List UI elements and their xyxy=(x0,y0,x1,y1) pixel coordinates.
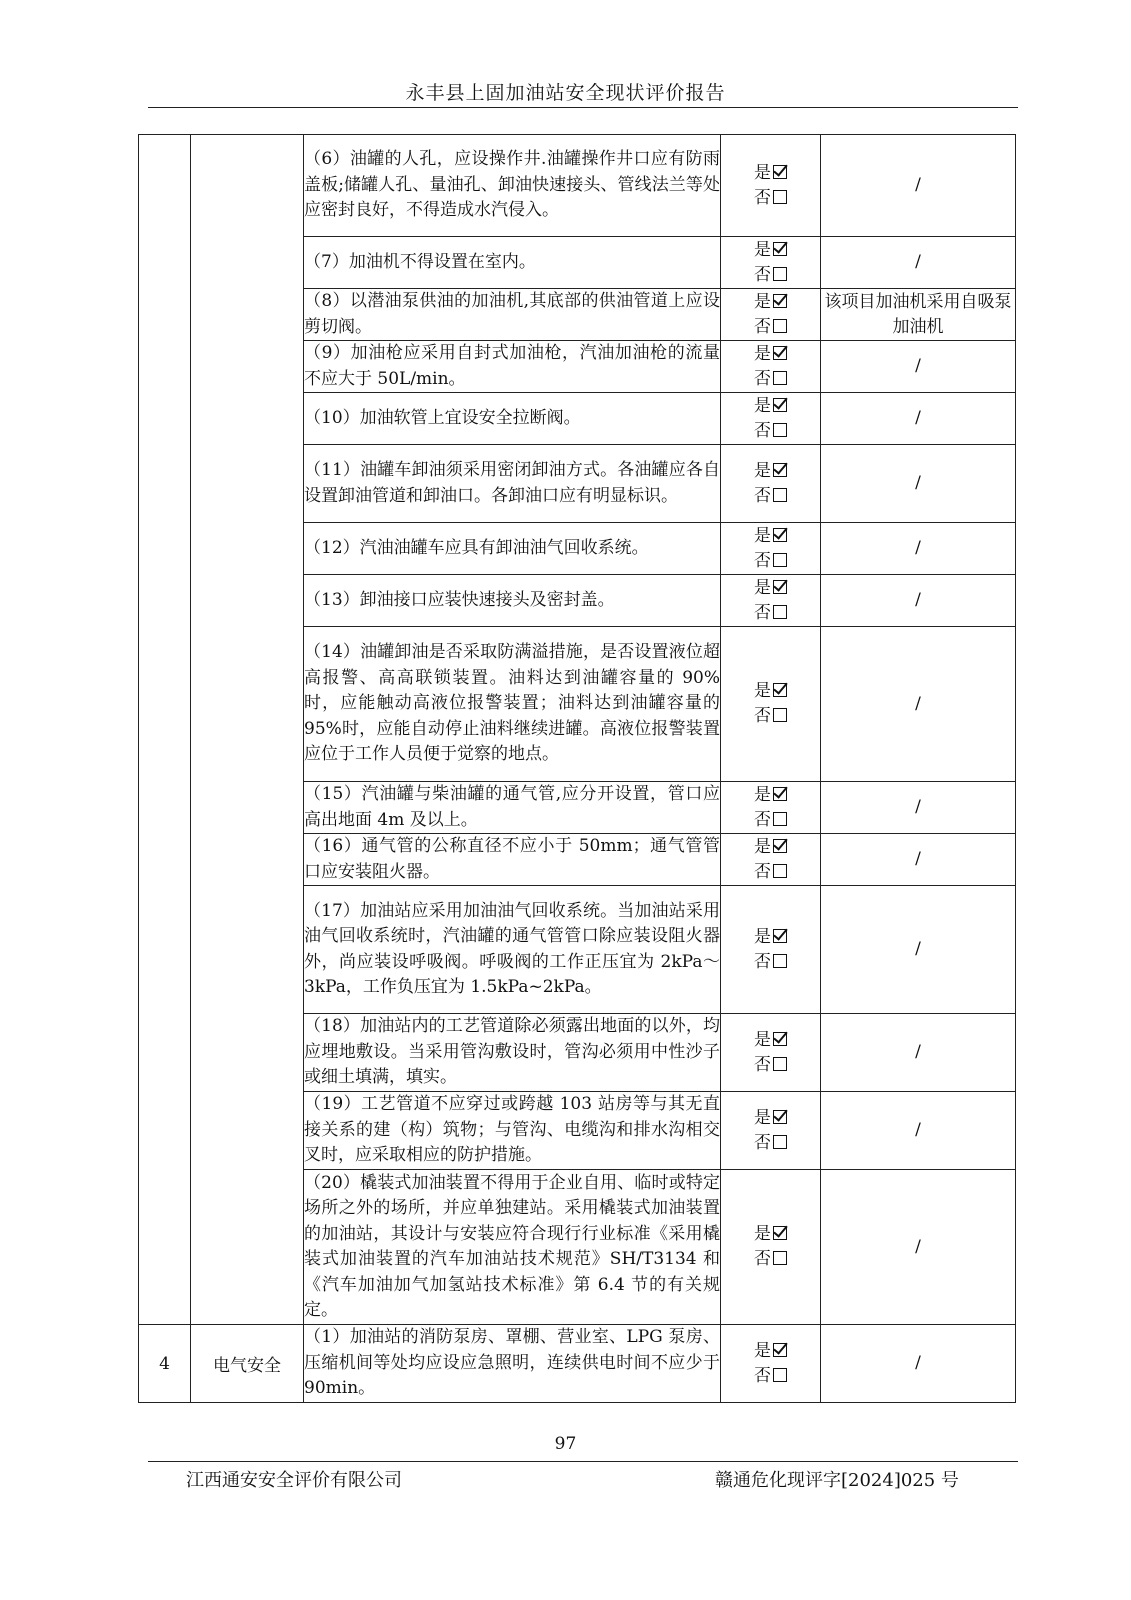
yes-no-cell xyxy=(721,834,821,886)
option-no xyxy=(721,263,820,288)
empty-box-icon xyxy=(773,1135,787,1149)
footer-rule xyxy=(148,1461,1018,1462)
option-yes xyxy=(721,1339,820,1364)
empty-box-icon xyxy=(773,423,787,437)
checked-box-icon xyxy=(773,839,787,853)
option-yes xyxy=(721,290,820,315)
option-yes-label: 是 xyxy=(754,577,771,598)
remark-cell: / xyxy=(821,1325,1016,1403)
option-no-label: 否 xyxy=(754,1054,771,1075)
yes-no-cell xyxy=(721,289,821,341)
option-no xyxy=(721,484,820,509)
empty-box-icon xyxy=(773,553,787,567)
option-no-label: 否 xyxy=(754,485,771,506)
option-no xyxy=(721,419,820,444)
section-number-cell xyxy=(139,135,191,1325)
requirement-text: （18）加油站内的工艺管道除必须露出地面的以外，均应埋地敷设。当采用管沟敷设时，管沟必须用中性沙子或细土填满，填实。 xyxy=(304,1014,721,1092)
yes-no-cell xyxy=(721,627,821,782)
yes-no-cell xyxy=(721,445,821,523)
checked-box-icon xyxy=(773,165,787,179)
option-no xyxy=(721,315,820,340)
requirement-text: （19）工艺管道不应穿过或跨越 103 站房等与其无直接关系的建（构）筑物；与管沟、电缆沟和排水沟相交叉时，应采取相应的防护措施。 xyxy=(304,1092,721,1170)
option-yes-label: 是 xyxy=(754,395,771,416)
requirement-text: （7）加油机不得设置在室内。 xyxy=(304,237,721,289)
table-row xyxy=(139,135,1016,237)
checked-box-icon xyxy=(773,787,787,801)
yes-no-cell xyxy=(721,782,821,834)
header-rule xyxy=(148,107,1018,108)
option-no xyxy=(721,549,820,574)
option-yes xyxy=(721,1028,820,1053)
option-yes-label: 是 xyxy=(754,836,771,857)
empty-box-icon xyxy=(773,812,787,826)
option-no-label: 否 xyxy=(754,1249,771,1269)
empty-box-icon xyxy=(773,954,787,968)
yes-no-cell xyxy=(721,1014,821,1092)
checked-box-icon xyxy=(773,398,787,412)
checked-box-icon xyxy=(773,1343,787,1357)
requirement-text: （15）汽油罐与柴油罐的通气管,应分开设置，管口应高出地面 4m 及以上。 xyxy=(304,782,721,834)
checked-box-icon xyxy=(773,683,787,697)
option-no-label: 否 xyxy=(754,602,771,623)
option-yes xyxy=(721,1106,820,1131)
checked-box-icon xyxy=(773,294,787,308)
option-yes xyxy=(721,524,820,549)
empty-box-icon xyxy=(773,1057,787,1071)
yes-no-cell xyxy=(721,135,821,237)
option-no xyxy=(721,704,820,729)
empty-box-icon xyxy=(773,864,787,878)
remark-cell: / xyxy=(821,1014,1016,1092)
yes-no-cell xyxy=(721,237,821,289)
checklist-table xyxy=(138,134,1016,1403)
option-no-label: 否 xyxy=(754,1365,771,1386)
option-no xyxy=(721,186,820,211)
empty-box-icon xyxy=(773,371,787,385)
option-yes-label: 是 xyxy=(754,784,771,805)
option-no-label: 否 xyxy=(754,187,771,208)
section-category-cell xyxy=(191,135,304,1325)
option-no xyxy=(721,367,820,392)
option-no xyxy=(721,1364,820,1389)
requirement-text: （17）加油站应采用加油油气回收系统。当加油站采用油气回收系统时，汽油罐的通气管管口除应装设阻火器外，尚应装设呼吸阀。呼吸阀的工作正压宜为 2kPa～3kPa，工作负压宜为 1.5kPa~2kPa。 xyxy=(304,886,721,1014)
option-no-label: 否 xyxy=(754,861,771,882)
empty-box-icon xyxy=(773,1251,787,1265)
remark-cell: / xyxy=(821,575,1016,627)
option-no-label: 否 xyxy=(754,951,771,972)
option-yes xyxy=(721,679,820,704)
option-yes xyxy=(721,576,820,601)
option-no xyxy=(721,1131,820,1156)
yes-no-cell xyxy=(721,1170,821,1325)
checklist-body xyxy=(139,135,1016,1403)
yes-no-cell xyxy=(721,1325,821,1403)
checked-box-icon xyxy=(773,1110,787,1124)
yes-no-cell xyxy=(721,575,821,627)
remark-cell: / xyxy=(821,523,1016,575)
option-no xyxy=(721,808,820,833)
option-yes xyxy=(721,1222,820,1247)
option-yes xyxy=(721,238,820,263)
option-no-label: 否 xyxy=(754,368,771,389)
empty-box-icon xyxy=(773,1368,787,1382)
requirement-text: （10）加油软管上宜设安全拉断阀。 xyxy=(304,393,721,445)
option-no xyxy=(721,950,820,975)
option-yes-label: 是 xyxy=(754,1029,771,1050)
yes-no-cell xyxy=(721,886,821,1014)
requirement-text: （14）油罐卸油是否采取防满溢措施，是否设置液位超高报警、高高联锁装置。油料达到油罐容量的 90%时，应能触动高液位报警装置；油料达到油罐容量的 95%时，应能自动停止油料继续进罐。高液位报警装置应位于工作人员便于觉察的地点。 xyxy=(304,627,721,782)
remark-cell: / xyxy=(821,445,1016,523)
option-yes-label: 是 xyxy=(754,162,771,183)
option-yes xyxy=(721,783,820,808)
option-no xyxy=(721,860,820,885)
option-yes-label: 是 xyxy=(754,681,771,701)
requirement-text: （11）油罐车卸油须采用密闭卸油方式。各油罐应各自设置卸油管道和卸油口。各卸油口应有明显标识。 xyxy=(304,445,721,523)
option-no-label: 否 xyxy=(754,264,771,285)
option-yes-label: 是 xyxy=(754,1107,771,1128)
checked-box-icon xyxy=(773,1032,787,1046)
remark-cell: / xyxy=(821,237,1016,289)
requirement-text: （12）汽油油罐车应具有卸油油气回收系统。 xyxy=(304,523,721,575)
requirement-text: （6）油罐的人孔，应设操作井.油罐操作井口应有防雨盖板;储罐人孔、量油孔、卸油快速接头、管线法兰等处应密封良好，不得造成水汽侵入。 xyxy=(304,135,721,237)
requirement-text: （1）加油站的消防泵房、罩棚、营业室、LPG 泵房、压缩机间等处均应设应急照明，连续供电时间不应少于 90min。 xyxy=(304,1325,721,1403)
option-yes xyxy=(721,342,820,367)
option-yes xyxy=(721,161,820,186)
remark-cell: 该项目加油机采用自吸泵加油机 xyxy=(821,289,1016,341)
empty-box-icon xyxy=(773,708,787,722)
checked-box-icon xyxy=(773,463,787,477)
checked-box-icon xyxy=(773,528,787,542)
option-no-label: 否 xyxy=(754,706,771,726)
empty-box-icon xyxy=(773,190,787,204)
option-yes xyxy=(721,394,820,419)
option-yes-label: 是 xyxy=(754,343,771,364)
option-yes-label: 是 xyxy=(754,460,771,481)
checked-box-icon xyxy=(773,242,787,256)
remark-cell: / xyxy=(821,782,1016,834)
option-yes-label: 是 xyxy=(754,926,771,947)
yes-no-cell xyxy=(721,523,821,575)
empty-box-icon xyxy=(773,319,787,333)
option-yes-label: 是 xyxy=(754,1340,771,1361)
option-no xyxy=(721,1247,820,1272)
section-category: 电气安全 xyxy=(191,1325,304,1403)
option-yes xyxy=(721,459,820,484)
footer-report-code: 赣通危化现评字[2024]025 号 xyxy=(715,1470,959,1491)
option-no-label: 否 xyxy=(754,420,771,441)
option-no xyxy=(721,601,820,626)
page-header-title: 永丰县上固加油站安全现状评价报告 xyxy=(405,82,726,104)
option-yes xyxy=(721,925,820,950)
yes-no-cell xyxy=(721,1092,821,1170)
option-yes-label: 是 xyxy=(754,1224,771,1244)
requirement-text: （8）以潜油泵供油的加油机,其底部的供油管道上应设剪切阀。 xyxy=(304,289,721,341)
table-row xyxy=(139,1325,1016,1403)
checked-box-icon xyxy=(773,580,787,594)
option-yes-label: 是 xyxy=(754,291,771,312)
requirement-text: （13）卸油接口应装快速接头及密封盖。 xyxy=(304,575,721,627)
option-yes-label: 是 xyxy=(754,239,771,260)
checked-box-icon xyxy=(773,1226,787,1240)
option-yes xyxy=(721,835,820,860)
footer-company: 江西通安安全评价有限公司 xyxy=(186,1470,402,1491)
remark-cell: / xyxy=(821,1170,1016,1325)
remark-cell: / xyxy=(821,393,1016,445)
empty-box-icon xyxy=(773,605,787,619)
option-no-label: 否 xyxy=(754,809,771,830)
page-number: 97 xyxy=(554,1434,577,1454)
empty-box-icon xyxy=(773,488,787,502)
remark-cell: / xyxy=(821,886,1016,1014)
option-no xyxy=(721,1053,820,1078)
remark-cell: / xyxy=(821,1092,1016,1170)
yes-no-cell xyxy=(721,393,821,445)
option-no-label: 否 xyxy=(754,550,771,571)
remark-cell: / xyxy=(821,341,1016,393)
option-no-label: 否 xyxy=(754,316,771,337)
option-yes-label: 是 xyxy=(754,525,771,546)
requirement-text: （20）橇装式加油装置不得用于企业自用、临时或特定场所之外的场所，并应单独建站。采用橇装式加油装置的加油站，其设计与安装应符合现行行业标准《采用橇装式加油装置的汽车加油站技术规范》SH/T3134 和《汽车加油加气加氢站技术标准》第 6.4 节的有关规定。 xyxy=(304,1170,721,1325)
requirement-text: （9）加油枪应采用自封式加油枪，汽油加油枪的流量不应大于 50L/min。 xyxy=(304,341,721,393)
remark-cell: / xyxy=(821,834,1016,886)
checked-box-icon xyxy=(773,346,787,360)
requirement-text: （16）通气管的公称直径不应小于 50mm；通气管管口应安装阻火器。 xyxy=(304,834,721,886)
empty-box-icon xyxy=(773,267,787,281)
remark-cell: / xyxy=(821,135,1016,237)
section-number: 4 xyxy=(139,1325,191,1403)
checked-box-icon xyxy=(773,929,787,943)
remark-cell: / xyxy=(821,627,1016,782)
yes-no-cell xyxy=(721,341,821,393)
option-no-label: 否 xyxy=(754,1132,771,1153)
